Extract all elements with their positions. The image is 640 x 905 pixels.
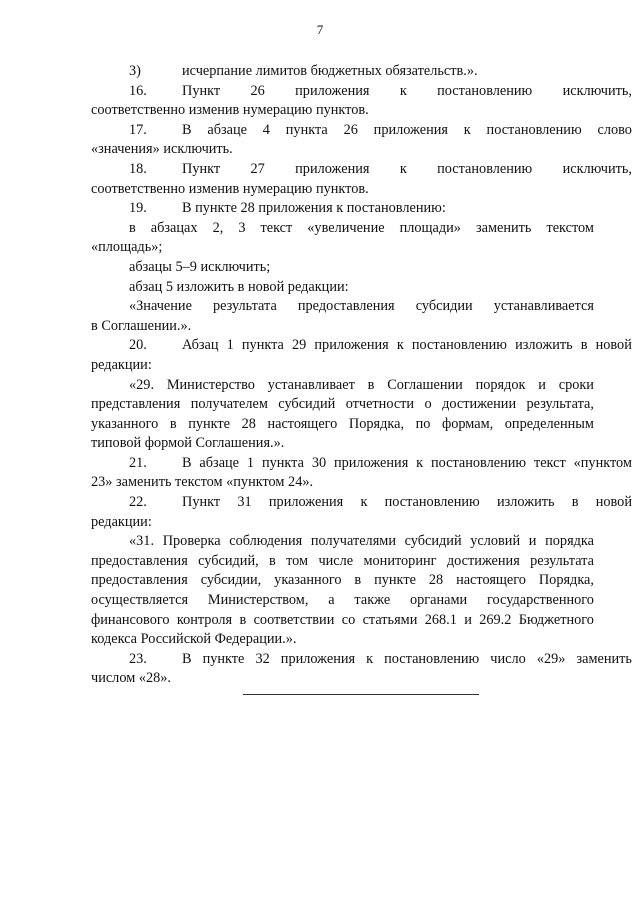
item-number: 17. — [129, 121, 147, 138]
word: изложить — [515, 337, 573, 354]
line-text: исчерпание лимитов бюджетных обязательств.». — [182, 63, 478, 79]
text-line — [91, 238, 594, 258]
word: приложения — [295, 160, 370, 177]
word: в — [580, 337, 588, 354]
word: в — [129, 219, 136, 236]
word: 3 — [238, 219, 246, 236]
text-line — [91, 101, 594, 121]
justified-text — [182, 493, 632, 513]
justified-text — [129, 219, 594, 239]
word: Министерством, — [207, 592, 309, 609]
word: 27 — [250, 160, 265, 177]
word: к — [360, 494, 368, 511]
word: исключить, — [562, 160, 632, 177]
item-number: 23. — [129, 650, 147, 667]
word: субсидии — [415, 298, 473, 315]
word: Порядка, — [348, 415, 405, 432]
word: 268.1 — [424, 611, 457, 628]
word: формам, — [441, 415, 494, 432]
word: площади» — [399, 219, 461, 236]
word: предоставления — [297, 298, 395, 315]
line-text: В пункте 28 приложения к постановлению: — [182, 200, 446, 217]
justified-text — [182, 160, 632, 180]
word: предоставления — [91, 572, 188, 589]
word: к — [399, 160, 407, 177]
word: числе — [318, 552, 354, 569]
word: текстом — [546, 219, 594, 236]
word: Бюджетного — [518, 611, 594, 628]
text-line — [91, 493, 632, 513]
word: в — [169, 415, 177, 432]
word: 32 — [255, 650, 270, 667]
word: В — [182, 454, 192, 471]
word: субсидий — [278, 396, 336, 413]
justified-text — [91, 552, 594, 572]
word: а — [328, 592, 335, 609]
text-line — [91, 395, 594, 415]
word: порядка — [545, 533, 594, 550]
word: приложения — [333, 454, 409, 471]
word: о — [424, 396, 432, 413]
text-line — [91, 317, 594, 337]
word: и — [528, 533, 537, 550]
justified-text — [91, 571, 594, 591]
word: новой — [595, 494, 632, 511]
page-number: 7 — [316, 22, 324, 37]
word: абзаце — [199, 454, 240, 471]
text-line — [91, 669, 594, 689]
item-number: 3) — [129, 63, 141, 79]
word: субсидий, — [198, 552, 259, 569]
word: по — [415, 415, 431, 432]
line-text: «площадь»; — [91, 239, 163, 256]
word: постановлению — [384, 494, 480, 511]
word: порядок — [475, 376, 526, 393]
text-line — [91, 180, 594, 200]
word: мониторинг — [363, 552, 437, 569]
word: к — [396, 337, 404, 354]
justified-text — [91, 591, 594, 611]
word: 26 — [343, 121, 358, 138]
word: со — [341, 611, 356, 628]
word: к — [463, 121, 471, 138]
word: заменить — [475, 219, 532, 236]
justified-text — [182, 650, 632, 670]
word: государственного — [487, 592, 594, 609]
word: Абзац — [182, 337, 219, 354]
word: финансового — [91, 611, 170, 628]
word: пункте — [188, 415, 231, 432]
line-text: «значения» исключить. — [91, 141, 233, 158]
word: постановлению — [384, 650, 480, 667]
word: указанного — [274, 572, 342, 589]
text-line — [91, 258, 594, 278]
word: «29. — [129, 376, 155, 393]
word: «29» — [536, 650, 566, 667]
line-text: редакции: — [91, 356, 152, 373]
text-line — [91, 219, 594, 239]
item-number: 20. — [129, 337, 147, 354]
text-line — [91, 160, 632, 180]
word: Проверка — [162, 533, 221, 550]
word: получателем — [190, 396, 268, 413]
justified-text — [91, 395, 594, 415]
word: в — [571, 494, 579, 511]
text-line — [91, 336, 632, 356]
word: осуществляется — [91, 592, 189, 609]
word: исключить, — [562, 82, 632, 99]
word: «увеличение — [307, 219, 385, 236]
word: постановлению — [430, 454, 527, 471]
text-line — [91, 140, 594, 160]
word: 269.2 — [479, 611, 512, 628]
word: 1 — [246, 454, 255, 471]
word: Пункт — [182, 82, 221, 99]
word: «31. — [129, 533, 155, 550]
justified-text — [91, 611, 594, 631]
word: изложить — [496, 494, 555, 511]
text-line — [91, 513, 594, 533]
word: 28 — [241, 415, 256, 432]
word: постановлению — [437, 82, 533, 99]
item-number: 18. — [129, 160, 147, 177]
justified-text — [182, 336, 632, 356]
word: приложения — [295, 82, 370, 99]
word: приложения — [373, 121, 448, 138]
word: достижения — [446, 552, 520, 569]
word: достижении — [442, 396, 517, 413]
word: Соглашении — [387, 376, 463, 393]
word: условий — [470, 533, 521, 550]
word: слово — [597, 121, 632, 138]
justified-text — [129, 376, 594, 396]
word: контроля — [176, 611, 233, 628]
word: органами — [410, 592, 468, 609]
word: соблюдения — [229, 533, 303, 550]
line-text: типовой формой Соглашения.». — [91, 435, 285, 452]
word: приложения — [280, 650, 356, 667]
word: также — [354, 592, 391, 609]
word: в — [269, 552, 276, 569]
line-text: кодекса Российской Федерации.». — [91, 631, 297, 648]
word: Пункт — [182, 160, 221, 177]
word: пункте — [202, 650, 245, 667]
word: 30 — [311, 454, 327, 471]
text-line — [91, 532, 594, 552]
text-line — [91, 278, 594, 298]
word: и — [538, 376, 546, 393]
word: результата — [530, 552, 594, 569]
text-line — [91, 356, 594, 376]
word: 26 — [250, 82, 265, 99]
word: представления — [91, 396, 181, 413]
line-text: 23» заменить текстом «пунктом 24». — [91, 474, 314, 491]
word: 29 — [292, 337, 307, 354]
word: «Значение — [129, 298, 192, 315]
word: постановлению — [411, 337, 507, 354]
word: Пункт — [182, 494, 221, 511]
word: постановлению — [486, 121, 582, 138]
item-number: 16. — [129, 82, 147, 99]
word: новой — [595, 337, 632, 354]
justified-text — [182, 121, 632, 141]
word: указанного — [91, 415, 159, 432]
word: настоящего — [456, 572, 526, 589]
word: сроки — [558, 376, 594, 393]
word: соответствии — [253, 611, 335, 628]
text-line — [91, 199, 594, 219]
text-line — [91, 434, 594, 454]
word: В — [182, 650, 192, 667]
word: субсидии, — [200, 572, 262, 589]
word: 2, — [212, 219, 224, 236]
text-line — [91, 591, 594, 611]
item-number: 21. — [129, 454, 147, 471]
text-line — [91, 62, 594, 82]
line-text: абзацы 5–9 исключить; — [129, 258, 271, 275]
text-line — [91, 121, 632, 141]
word: число — [490, 650, 526, 667]
line-text: абзац 5 изложить в новой редакции: — [129, 278, 349, 295]
line-text: соответственно изменив нумерацию пунктов. — [91, 102, 369, 119]
word: приложения — [314, 337, 389, 354]
line-text: в Соглашении.». — [91, 317, 192, 334]
word: текст — [260, 219, 293, 236]
word: постановлению — [437, 160, 533, 177]
justified-text — [129, 532, 594, 552]
justified-text — [182, 82, 632, 102]
text-line — [91, 552, 594, 572]
word: предоставления — [91, 552, 188, 569]
justified-text — [91, 415, 594, 435]
document-body — [91, 62, 632, 689]
word: заменить — [576, 650, 632, 667]
word: к — [416, 454, 424, 471]
word: статьями — [362, 611, 418, 628]
text-line — [91, 650, 632, 670]
text-line — [91, 82, 632, 102]
word: 1 — [226, 337, 234, 354]
word: настоящего — [267, 415, 338, 432]
word: 4 — [262, 121, 270, 138]
item-number: 19. — [129, 200, 147, 217]
line-text: редакции: — [91, 513, 152, 530]
justified-text — [182, 454, 632, 474]
word: получателями — [310, 533, 396, 550]
word: результата, — [526, 396, 594, 413]
word: к — [399, 82, 407, 99]
text-line — [91, 376, 594, 396]
word: 28 — [428, 572, 444, 589]
word: отчетности — [345, 396, 415, 413]
text-line — [91, 454, 632, 474]
word: пункта — [261, 454, 304, 471]
word: устанавливает — [267, 376, 355, 393]
text-line — [91, 571, 594, 591]
word: и — [464, 611, 472, 628]
word: к — [366, 650, 374, 667]
word: в — [354, 572, 362, 589]
word: в — [367, 376, 375, 393]
word: текст — [533, 454, 566, 471]
word: субсидий — [404, 533, 462, 550]
word: 31 — [237, 494, 252, 511]
word: абзаце — [207, 121, 247, 138]
justified-text — [129, 297, 594, 317]
item-number: 22. — [129, 494, 147, 511]
closing-rule — [243, 694, 479, 695]
text-line — [91, 473, 594, 493]
word: определенным — [504, 415, 594, 432]
word: В — [182, 121, 192, 138]
word: пункта — [241, 337, 284, 354]
text-line — [91, 415, 594, 435]
line-text: соответственно изменив нумерацию пунктов. — [91, 180, 369, 197]
word: устанавливается — [493, 298, 594, 315]
word: Министерство — [166, 376, 255, 393]
word: результата — [212, 298, 277, 315]
word: абзацах — [150, 219, 198, 236]
text-line — [91, 611, 594, 631]
word: пункте — [374, 572, 416, 589]
word: пункта — [285, 121, 328, 138]
word: в — [239, 611, 247, 628]
text-line — [91, 297, 594, 317]
text-line — [91, 630, 594, 650]
word: Порядка, — [538, 572, 594, 589]
word: приложения — [268, 494, 344, 511]
word: том — [286, 552, 309, 569]
word: «пунктом — [573, 454, 632, 471]
line-text: числом «28». — [91, 670, 171, 687]
